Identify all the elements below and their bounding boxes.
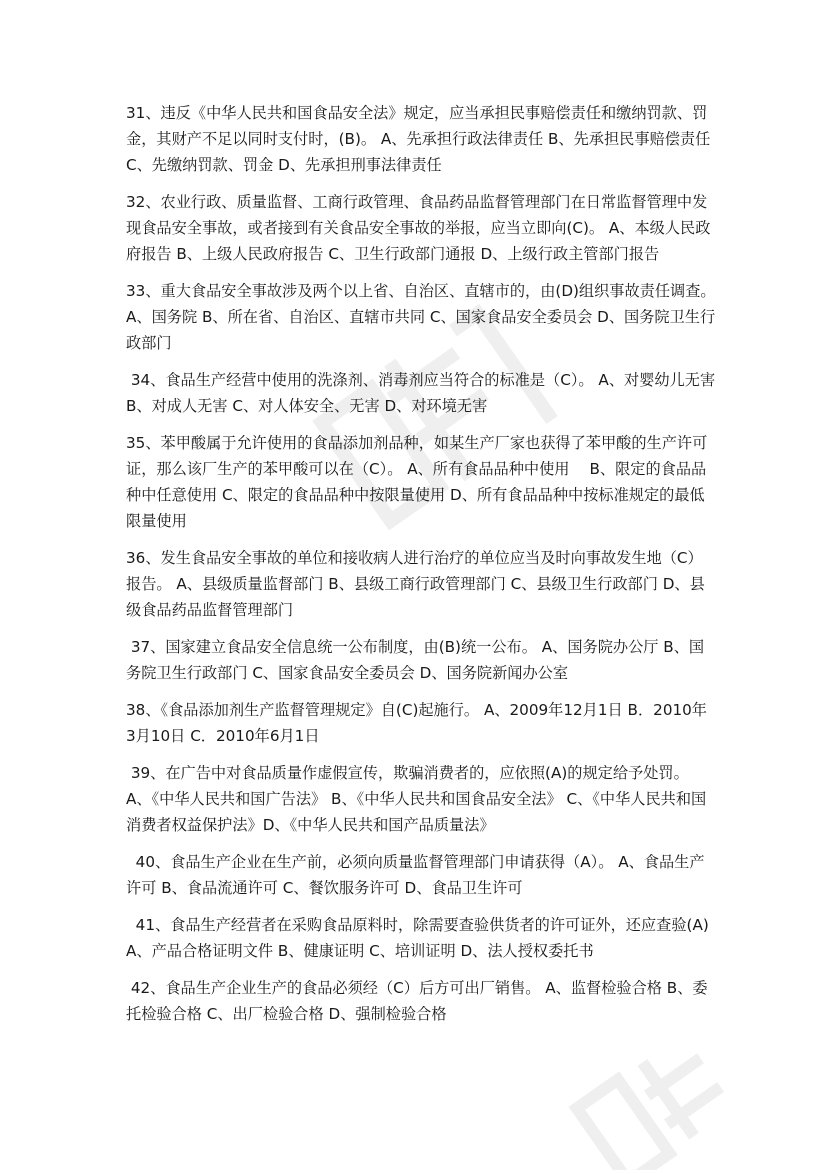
- question-37: 37、国家建立食品安全信息统一公布制度，由(B)统一公布。 A、国务院办公厅 B、国务院卫生行政部门 C、国家食品安全委员会 D、国务院新闻办公室: [126, 638, 705, 682]
- question-36: 36、发生食品安全事故的单位和接收病人进行治疗的单位应当及时向事故发生地（C）报告。 A、县级质量监督部门 B、县级工商行政管理部门 C、县级卫生行政部门 D、县级食品药品监督管理部门: [126, 549, 705, 619]
- question-38: 38、《食品添加剂生产监督管理规定》自(C)起施行。 A、2009年12月1日 B．2010年3月10日 C．2010年6月1日: [126, 701, 707, 745]
- question-list: [126, 100, 721, 1038]
- question-41: 41、食品生产经营者在采购食品原料时，除需要查验供货者的许可证外，还应查验(A) A、产品合格证明文件 B、健康证明 C、培训证明 D、法人授权委托书: [126, 916, 714, 960]
- question-33: 33、重大食品安全事故涉及两个以上省、自治区、直辖市的，由(D)组织事故责任调查。 A、国务院 B、所在省、自治区、直辖市共同 C、国家食品安全委员会 D、国务院卫生行政部门: [126, 282, 721, 352]
- question-34: 34、食品生产经营中使用的洗涤剂、消毒剂应当符合的标准是（C）。 A、对婴幼儿无害 B、对成人无害 C、对人体安全、无害 D、对环境无害: [126, 371, 720, 415]
- question-32: 32、农业行政、质量监督、工商行政管理、食品药品监督管理部门在日常监督管理中发现食品安全事故，或者接到有关食品安全事故的举报，应当立即向(C)。 A、本级人民政府报告 B、上级人民政府报告 C、卫生行政部门通报 D、上级行政主管部门报告: [126, 193, 711, 263]
- question-31: 31、违反《中华人民共和国食品安全法》规定，应当承担民事赔偿责任和缴纳罚款、罚金，其财产不足以同时支付时，(B)。 A、先承担行政法律责任 B、先承担民事赔偿责任 C、先缴纳罚款、罚金 D、先承担刑事法律责任: [126, 104, 716, 174]
- watermark-icon: [560, 1040, 760, 1170]
- question-35: 35、苯甲酸属于允许使用的食品添加剂品种，如某生产厂家也获得了苯甲酸的生产许可证，那么该厂生产的苯甲酸可以在（C）。 A、所有食品品种中使用 B、限定的食品品种中任意使用 C、限定的食品品种中按限量使用 D、所有食品品种中按标准规定的最低限量使用: [126, 434, 708, 530]
- question-42: 42、食品生产企业生产的食品必须经（C）后方可出厂销售。 A、监督检验合格 B、委托检验合格 C、出厂检验合格 D、强制检验合格: [126, 979, 708, 1023]
- question-39: 39、在广告中对食品质量作虚假宣传，欺骗消费者的，应依照(A)的规定给予处罚。 A、《中华人民共和国广告法》 B、《中华人民共和国食品安全法》 C、《中华人民共和国消费者权益保护法》D、《中华人民共和国产品质量法》: [126, 764, 707, 834]
- question-40: 40、食品生产企业在生产前，必须向质量监督管理部门申请获得（A）。 A、食品生产许可 B、食品流通许可 C、餐饮服务许可 D、食品卫生许可: [126, 853, 705, 897]
